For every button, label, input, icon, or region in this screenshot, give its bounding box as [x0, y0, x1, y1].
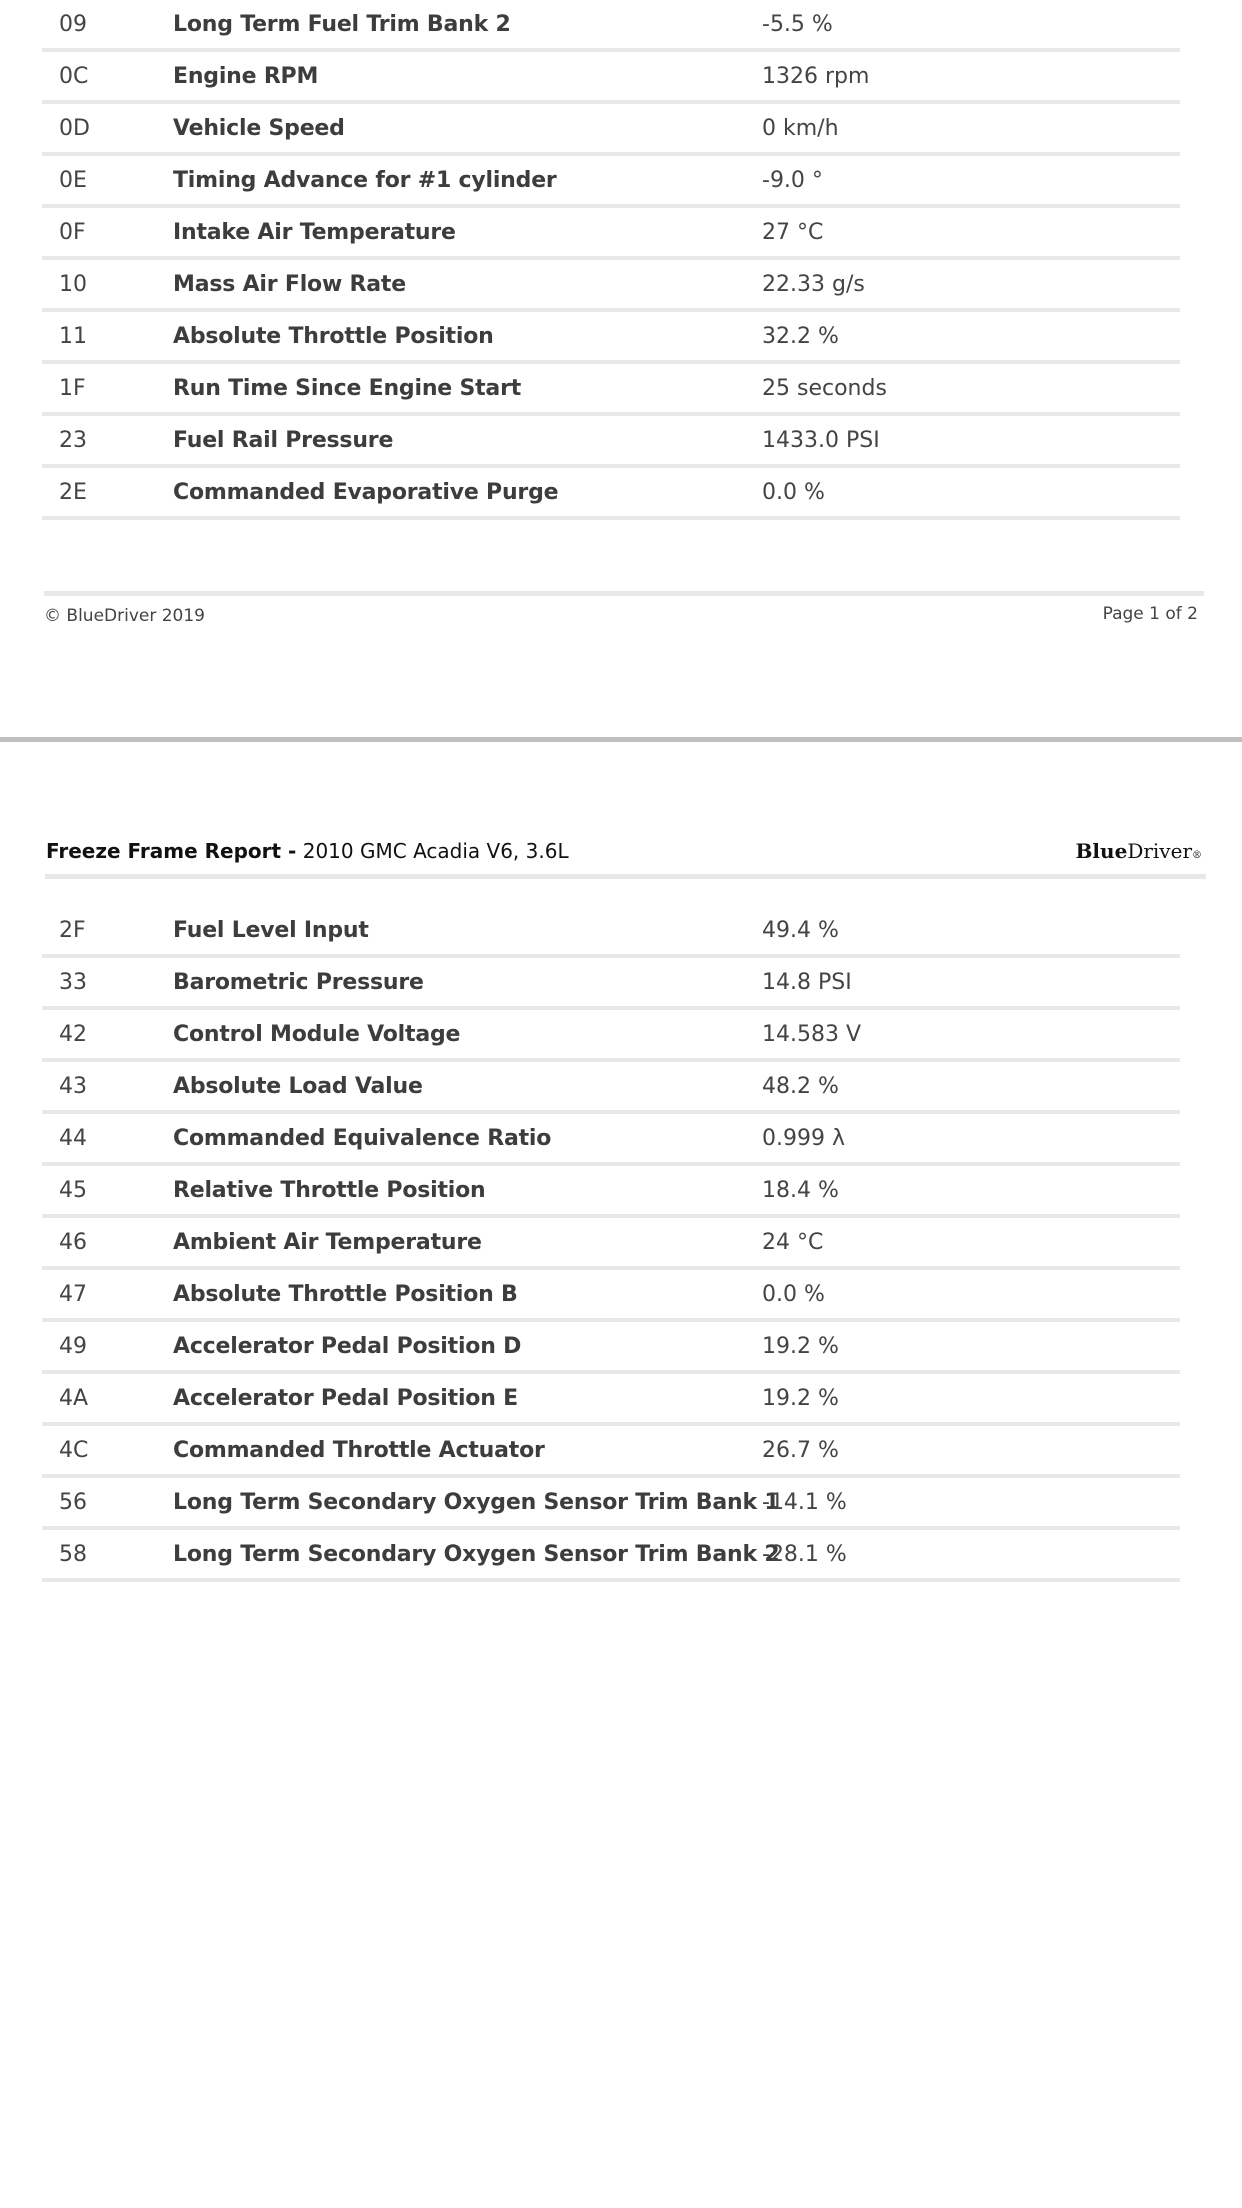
pid-code: 10 [59, 271, 87, 297]
pid-value: 18.4 % [762, 1177, 839, 1203]
pid-code: 33 [59, 969, 87, 995]
table-row [42, 1426, 1180, 1478]
pid-value: 1326 rpm [762, 63, 870, 89]
page-indicator: Page 1 of 2 [1102, 604, 1198, 624]
pid-name: Absolute Load Value [173, 1073, 423, 1099]
table-row [42, 1270, 1180, 1322]
pid-name: Relative Throttle Position [173, 1177, 486, 1203]
pid-value: 32.2 % [762, 323, 839, 349]
footer-copyright: © BlueDriver 2019 [44, 606, 206, 626]
pid-name: Fuel Level Input [173, 917, 369, 943]
pid-name: Timing Advance for #1 cylinder [173, 167, 557, 193]
table-row [42, 1114, 1180, 1166]
pid-value: 0.999 λ [762, 1125, 845, 1151]
pid-code: 1F [59, 375, 86, 401]
pid-value: 27 °C [762, 219, 824, 245]
pid-code: 2F [59, 917, 86, 943]
pid-value: 48.2 % [762, 1073, 839, 1099]
pid-name: Long Term Secondary Oxygen Sensor Trim Bank 2 [173, 1541, 780, 1567]
table-row [42, 1322, 1180, 1374]
page-break-divider [0, 737, 1242, 742]
pid-value: -9.0 ° [762, 167, 823, 193]
pid-name: Accelerator Pedal Position E [173, 1385, 518, 1411]
pid-name: Fuel Rail Pressure [173, 427, 394, 453]
table-row [42, 312, 1180, 364]
bluedriver-logo [1076, 839, 1202, 863]
pid-name: Run Time Since Engine Start [173, 375, 522, 401]
pid-code: 49 [59, 1333, 87, 1359]
pid-value: 19.2 % [762, 1385, 839, 1411]
pid-name: Mass Air Flow Rate [173, 271, 406, 297]
pid-code: 58 [59, 1541, 87, 1567]
table-row [42, 1010, 1180, 1062]
pid-code: 0E [59, 167, 87, 193]
pid-value: -14.1 % [762, 1489, 847, 1515]
pid-value: 14.8 PSI [762, 969, 852, 995]
pid-name: Long Term Secondary Oxygen Sensor Trim Bank 1 [173, 1489, 780, 1515]
table-row [42, 260, 1180, 312]
table-row [42, 1478, 1180, 1530]
pid-value: 19.2 % [762, 1333, 839, 1359]
footer-divider [44, 591, 1204, 596]
pid-code: 0F [59, 219, 86, 245]
table-row [42, 468, 1180, 520]
pid-value: 26.7 % [762, 1437, 839, 1463]
pid-code: 46 [59, 1229, 87, 1255]
header-divider [45, 874, 1206, 879]
pid-code: 11 [59, 323, 87, 349]
pid-code: 43 [59, 1073, 87, 1099]
pid-table-page-1 [42, 0, 1180, 520]
pid-value: 1433.0 PSI [762, 427, 880, 453]
pid-name: Accelerator Pedal Position D [173, 1333, 522, 1359]
report-title-label: Freeze Frame Report - [46, 839, 297, 863]
pid-name: Ambient Air Temperature [173, 1229, 482, 1255]
pid-name: Engine RPM [173, 63, 319, 89]
pid-name: Barometric Pressure [173, 969, 424, 995]
table-row [42, 1218, 1180, 1270]
table-row [42, 208, 1180, 260]
table-row [42, 1166, 1180, 1218]
logo-regular-part: Driver [1127, 839, 1192, 863]
table-row [42, 364, 1180, 416]
pid-value: 14.583 V [762, 1021, 862, 1047]
pid-name: Absolute Throttle Position [173, 323, 494, 349]
pid-name: Commanded Throttle Actuator [173, 1437, 545, 1463]
pid-value: 24 °C [762, 1229, 824, 1255]
report-title [46, 839, 569, 863]
pid-value: -28.1 % [762, 1541, 847, 1567]
pid-code: 47 [59, 1281, 87, 1307]
pid-code: 4A [59, 1385, 89, 1411]
pid-name: Commanded Equivalence Ratio [173, 1125, 552, 1151]
table-row [42, 1062, 1180, 1114]
pid-name: Long Term Fuel Trim Bank 2 [173, 11, 511, 37]
pid-code: 2E [59, 479, 87, 505]
table-row [42, 906, 1180, 958]
pid-code: 09 [59, 11, 87, 37]
table-row [42, 0, 1180, 52]
pid-code: 42 [59, 1021, 87, 1047]
logo-bold-part: Blue [1075, 839, 1128, 863]
pid-name: Intake Air Temperature [173, 219, 456, 245]
pid-value: 0.0 % [762, 479, 825, 505]
pid-value: 22.33 g/s [762, 271, 865, 297]
pid-value: -5.5 % [762, 11, 833, 37]
registered-mark-icon: ® [1192, 850, 1202, 861]
pid-value: 0.0 % [762, 1281, 825, 1307]
table-row [42, 156, 1180, 208]
vehicle-description: 2010 GMC Acadia V6, 3.6L [302, 839, 569, 863]
table-row [42, 1374, 1180, 1426]
pid-code: 0C [59, 63, 89, 89]
pid-code: 44 [59, 1125, 87, 1151]
pid-name: Absolute Throttle Position B [173, 1281, 518, 1307]
pid-code: 45 [59, 1177, 87, 1203]
pid-value: 49.4 % [762, 917, 839, 943]
table-row [42, 958, 1180, 1010]
pid-value: 0 km/h [762, 115, 839, 141]
table-row [42, 104, 1180, 156]
pid-code: 23 [59, 427, 87, 453]
pid-name: Vehicle Speed [173, 115, 345, 141]
pid-name: Control Module Voltage [173, 1021, 461, 1047]
table-row [42, 416, 1180, 468]
pid-code: 4C [59, 1437, 89, 1463]
table-row [42, 52, 1180, 104]
pid-code: 56 [59, 1489, 87, 1515]
table-row [42, 1530, 1180, 1582]
pid-name: Commanded Evaporative Purge [173, 479, 559, 505]
pid-table-page-2 [42, 906, 1180, 1582]
pid-code: 0D [59, 115, 90, 141]
pid-value: 25 seconds [762, 375, 887, 401]
